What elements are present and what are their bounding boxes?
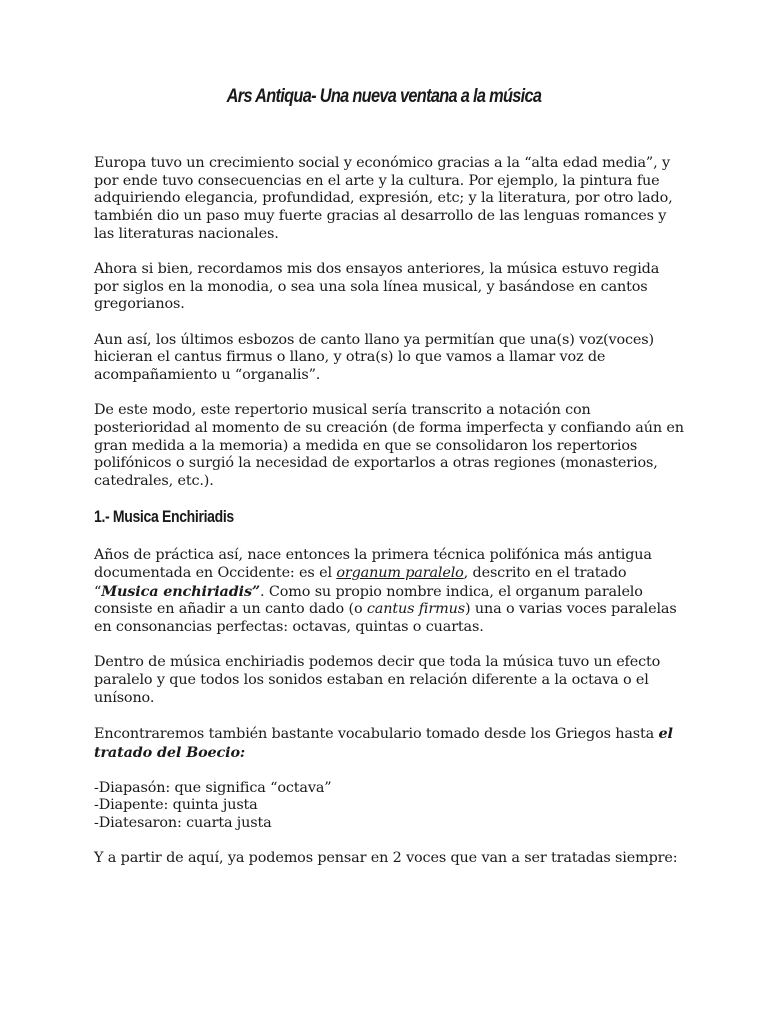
term-tratado-boecio: el tratado del Boecio: [94, 724, 673, 761]
document-body [94, 155, 684, 886]
list-item: -Diapasón: que significa “octava” [94, 779, 332, 796]
text-span: . Como su propio nombre indica, el organum paralelo consiste en añadir a un canto dado (o [94, 583, 643, 618]
list-item: -Diapente: quinta justa [94, 797, 258, 814]
term-musica-enchiriadis: Musica enchiriadis” [101, 582, 261, 600]
term-organum-paralelo: organum paralelo [336, 564, 464, 581]
paragraph-monodia: Ahora si bien, recordamos mis dos ensayos anteriores, la música estuvo regida por siglos en la monodia, o sea una sola línea musical, y basándose en cantos gregorianos. [94, 261, 660, 313]
text-span: ) una o varias voces paralelas en consonancias perfectas: octavas, quintas o cuartas. [94, 601, 677, 636]
paragraph-efecto-paralelo: Dentro de música enchiriadis podemos decir que toda la música tuvo un efecto paralelo y que todos los sonidos estaban en relación diferente a la octava o el unísono. [94, 654, 661, 706]
text-span: Años de práctica así, nace entonces la primera técnica polifónica más antigua documentada en Occidente: es el [94, 547, 652, 581]
list-item: -Diatesaron: cuarta justa [94, 815, 272, 832]
paragraph-canto-llano: Aun así, los últimos esbozos de canto llano ya permitían que una(s) voz(voces) hicieran el cantus firmus o llano, y otra(s) lo que vamos a llamar voz de acompañamiento u “organalis”. [94, 331, 654, 384]
section-heading: 1.- Musica Enchiriadis [94, 508, 234, 527]
paragraph-repertorio: De este modo, este repertorio musical sería transcrito a notación con posterioridad al momento de su creación (de forma imperfecta y confiando aún en gran medida a la memoria) a medida en que se consolidaron los repertorios polifónicos o surgió la necesidad de exportarlos a otras regiones (monasterios, catedrales, etc.). [94, 402, 684, 490]
text-span: , descrito en el tratado “ [94, 564, 627, 600]
text-span: Encontraremos también bastante vocabulario tomado desde los Griegos hasta [94, 725, 659, 742]
document-title: Ars Antiqua- Una nueva ventana a la música [226, 86, 542, 107]
paragraph-organum [94, 547, 684, 637]
term-cantus-firmus: cantus firmus [366, 601, 465, 618]
interval-list [94, 780, 684, 833]
paragraph-vocabulario [94, 725, 684, 762]
paragraph-intro: Europa tuvo un crecimiento social y económico gracias a la “alta edad media”, y por ende tuvo consecuencias en el arte y la cultura. Por ejemplo, la pintura fue adquiriendo elegancia, profundidad, expresión, etc; y la literatura, por otro lado, también dio un paso muy fuerte gracias al desarrollo de las lenguas romances y las literaturas nacionales. [94, 155, 673, 242]
paragraph-dos-voces: Y a partir de aquí, ya podemos pensar en 2 voces que van a ser tratadas siempre: [94, 850, 678, 867]
